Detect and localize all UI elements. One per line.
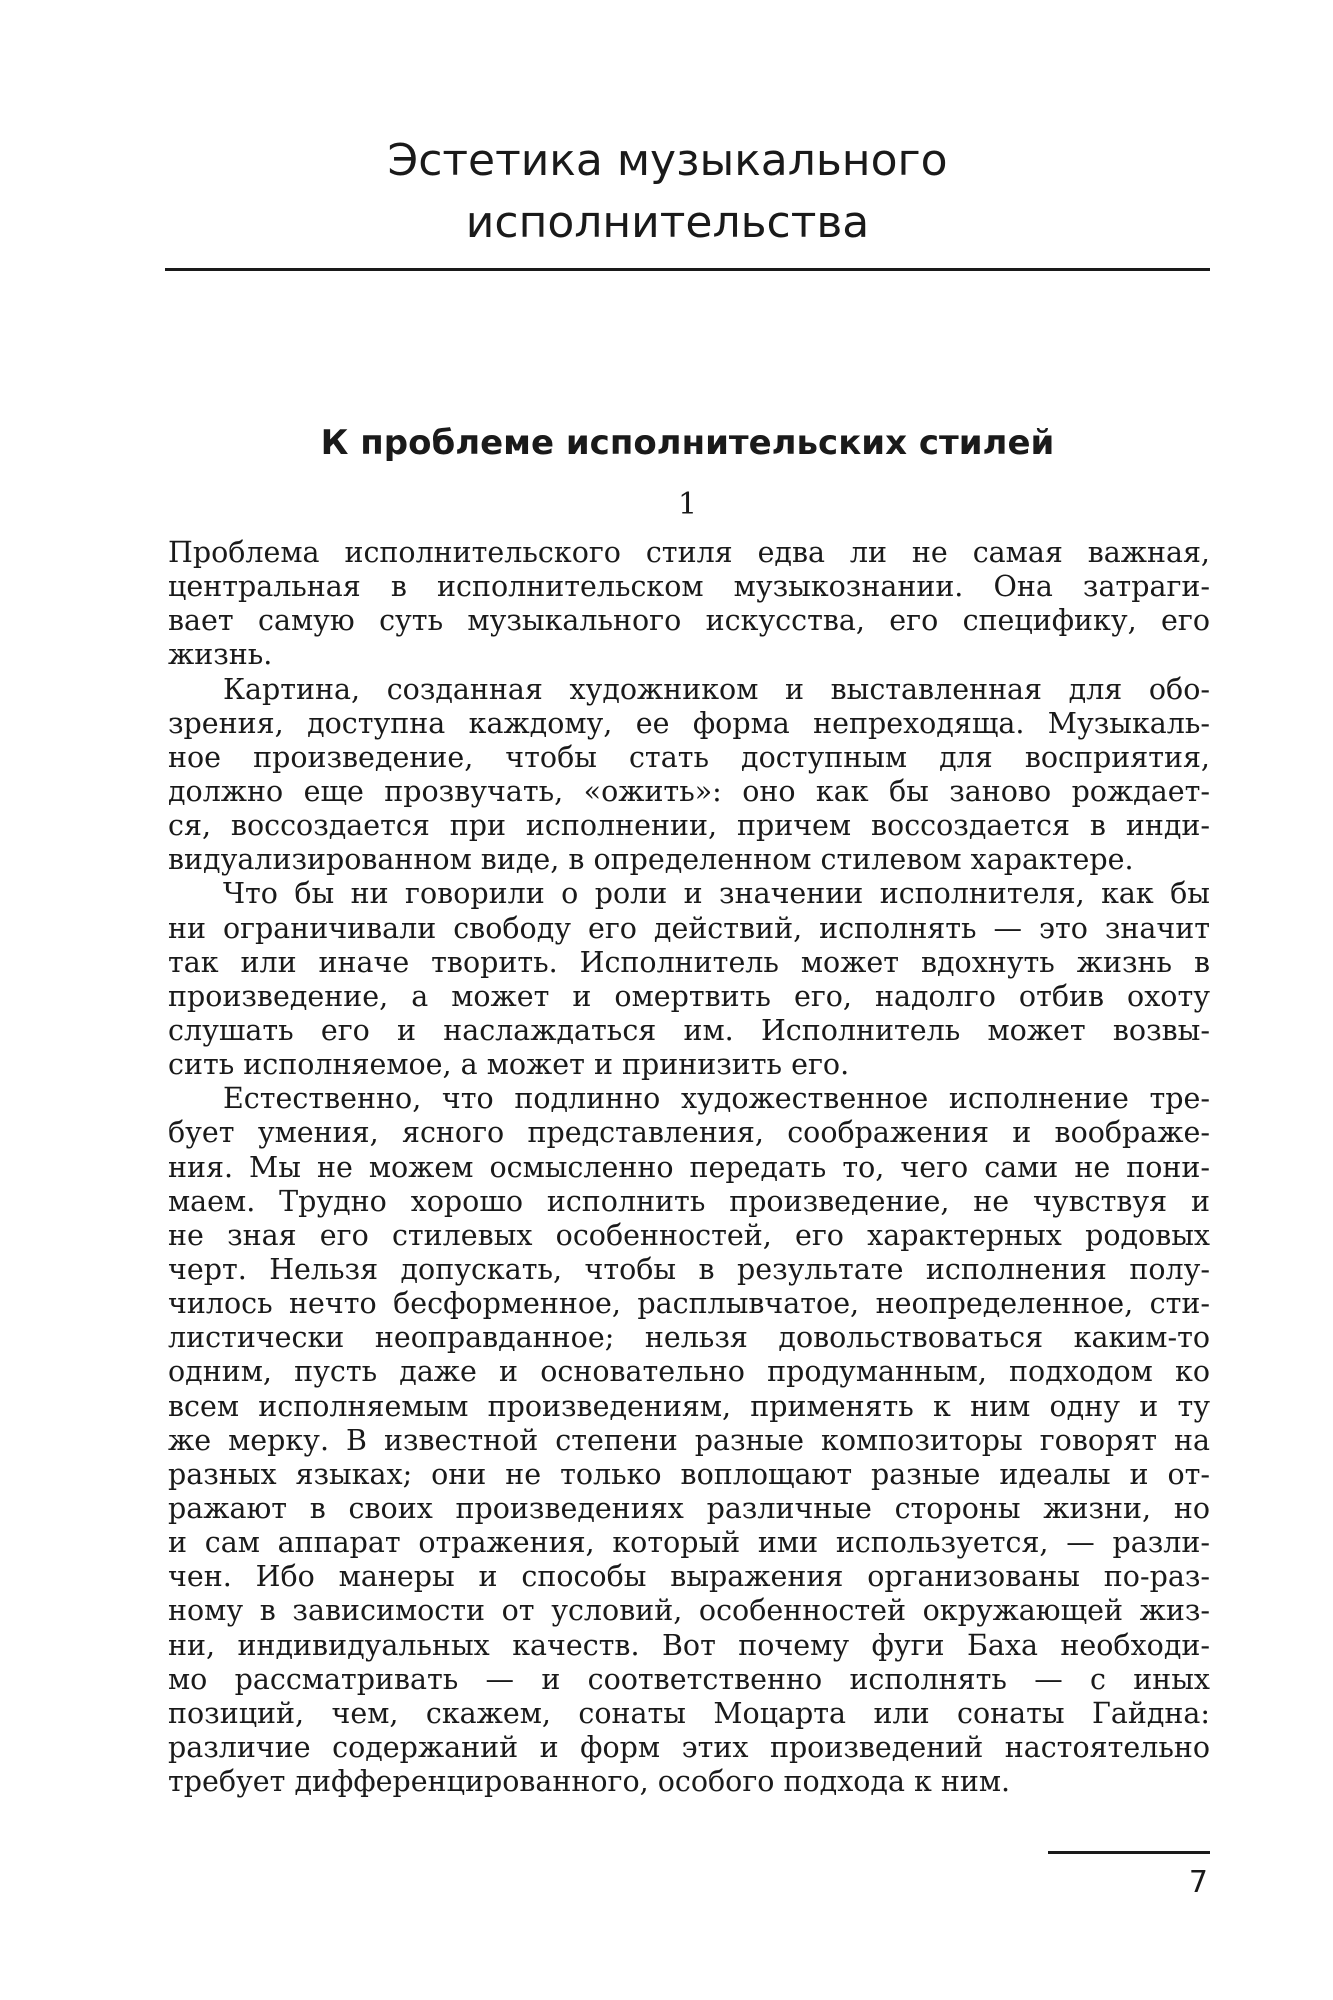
text-line: бует умения, ясного представления, соображения и воображе- [168, 1116, 1210, 1150]
text-line: должно еще прозвучать, «ожить»: оно как бы заново рождает- [168, 774, 1210, 808]
text-line: всем исполняемым произведениям, применять к ним одну и ту [168, 1389, 1210, 1423]
header-divider [165, 268, 1210, 271]
text-line: жизнь. [168, 638, 273, 672]
text-line: чилось нечто бесформенное, расплывчатое, неопределенное, сти- [168, 1287, 1210, 1321]
text-line: Что бы ни говорили о роли и значении исполнителя, как бы [223, 877, 1210, 911]
text-line: так или иначе творить. Исполнитель может вдохнуть жизнь в [168, 945, 1210, 979]
part-title-line: Эстетика музыкального [387, 135, 948, 186]
text-line: черт. Нельзя допускать, чтобы в результате исполнения полу- [168, 1252, 1210, 1286]
text-line: мо рассматривать — и соответственно исполнять — с иных [168, 1662, 1210, 1696]
text-line: ни ограничивали свободу его действий, исполнять — это значит [168, 911, 1210, 945]
part-title-line: исполнительства [465, 197, 870, 248]
text-line: ни, индивидуальных качеств. Вот почему фуги Баха необходи- [168, 1628, 1210, 1662]
text-line: листически неоправданное; нельзя довольствоваться каким-то [168, 1321, 1210, 1355]
text-line: слушать его и наслаждаться им. Исполнитель может возвы- [168, 1013, 1210, 1047]
chapter-title: К проблеме исполнительских стилей [320, 423, 1055, 463]
text-line: различие содержаний и форм этих произведений настоятельно [168, 1730, 1210, 1764]
text-line: вает самую суть музыкального искусства, его специфику, его [168, 604, 1210, 638]
text-line: ному в зависимости от условий, особенностей окружающей жиз- [168, 1594, 1210, 1628]
text-line: произведение, а может и омертвить его, надолго отбив охоту [168, 979, 1210, 1013]
text-line: центральная в исполнительском музыкознании. Она затраги- [168, 570, 1210, 604]
section-number: 1 [677, 487, 698, 522]
text-line: же мерку. В известной степени разные композиторы говорят на [168, 1423, 1210, 1457]
text-line: ражают в своих произведениях различные стороны жизни, но [168, 1491, 1210, 1525]
text-line: Картина, созданная художником и выставленная для обо- [223, 672, 1210, 706]
text-line: одним, пусть даже и основательно продуманным, подходом ко [168, 1355, 1210, 1389]
text-line: видуализированном виде, в определенном стилевом характере. [168, 843, 1134, 877]
text-line: чен. Ибо манеры и способы выражения организованы по-раз- [168, 1560, 1210, 1594]
text-line: не зная его стилевых особенностей, его характерных родовых [168, 1218, 1210, 1252]
text-line: маем. Трудно хорошо исполнить произведение, не чувствуя и [168, 1184, 1210, 1218]
text-line: ся, воссоздается при исполнении, причем воссоздается в инди- [168, 809, 1210, 843]
text-line: ния. Мы не можем осмысленно передать то, чего сами не пони- [168, 1150, 1210, 1184]
text-line: и сам аппарат отражения, который ими используется, — разли- [168, 1526, 1210, 1560]
text-line: Проблема исполнительского стиля едва ли не самая важная, [168, 536, 1210, 569]
text-line: позиций, чем, скажем, сонаты Моцарта или сонаты Гайдна: [168, 1696, 1210, 1730]
part-title [300, 130, 1035, 254]
body-text [168, 536, 1210, 1799]
text-line: сить исполняемое, а может и принизить его. [168, 1048, 850, 1082]
text-line: зрения, доступна каждому, ее форма непреходяща. Музыкаль- [168, 706, 1210, 740]
page-number: 7 [1188, 1865, 1208, 1900]
text-line: ное произведение, чтобы стать доступным для восприятия, [168, 740, 1210, 774]
text-line: требует дифференцированного, особого подхода к ним. [168, 1765, 1011, 1799]
footer-divider [1048, 1851, 1210, 1854]
text-line: разных языках; они не только воплощают разные идеалы и от- [168, 1457, 1210, 1491]
text-line: Естественно, что подлинно художественное исполнение тре- [223, 1082, 1210, 1116]
